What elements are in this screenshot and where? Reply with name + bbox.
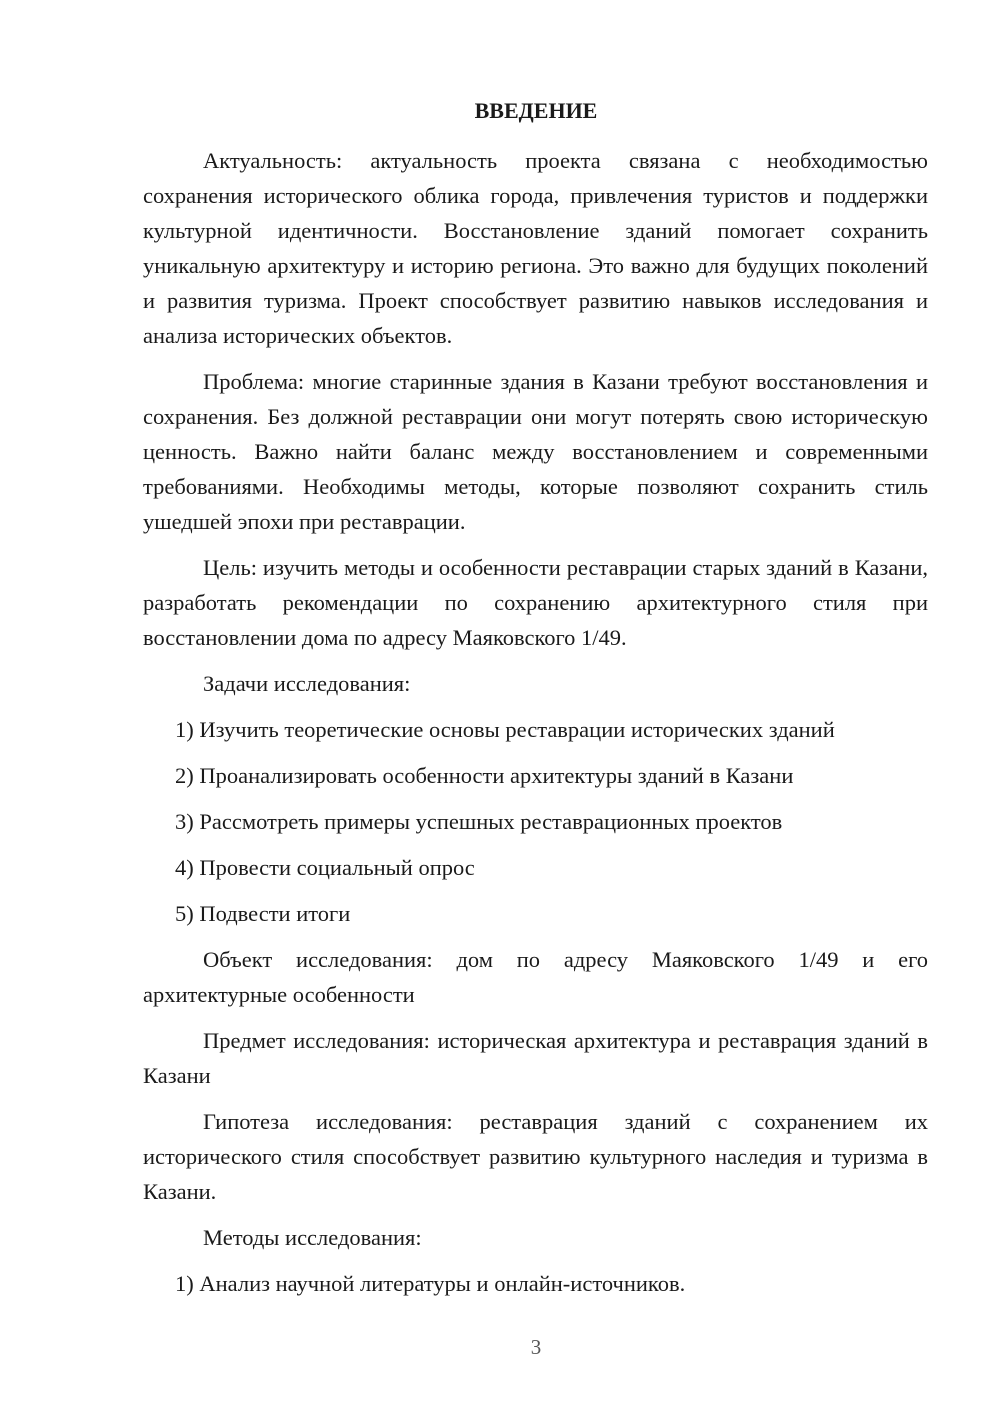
list-item: 4) Провести социальный опрос <box>175 855 475 880</box>
paragraph-relevance: Актуальность: актуальность проекта связана с необходимостью сохранения исторического облика города, привлечения туристов и поддержки культурной идентичности. Восстановление зданий помогает сохранить уникальную архитектуру и историю региона. Это важно для будущих поколений и развития туризма. Проект способствует развитию навыков исследования и анализа исторических объектов. <box>143 148 928 348</box>
methods-list <box>143 1266 928 1301</box>
paragraph-hypothesis: Гипотеза исследования: реставрация зданий с сохранением их исторического стиля способствует развитию культурного наследия и туризма в Казани. <box>143 1109 928 1204</box>
tasks-list <box>143 712 928 931</box>
list-item: 1) Изучить теоретические основы реставрации исторических зданий <box>175 717 835 742</box>
list-item: 5) Подвести итоги <box>175 901 351 926</box>
paragraph-object: Объект исследования: дом по адресу Маяковского 1/49 и его архитектурные особенности <box>143 947 928 1007</box>
page-number: 3 <box>530 1335 542 1359</box>
list-item: 2) Проанализировать особенности архитектуры зданий в Казани <box>175 763 794 788</box>
paragraph-subject: Предмет исследования: историческая архитектура и реставрация зданий в Казани <box>143 1028 928 1088</box>
list-item: 3) Рассмотреть примеры успешных реставрационных проектов <box>175 809 783 834</box>
tasks-heading: Задачи исследования: <box>203 671 411 696</box>
paragraph-problem: Проблема: многие старинные здания в Казани требуют восстановления и сохранения. Без должной реставрации они могут потерять свою историческую ценность. Важно найти баланс между восстановлением и современными требованиями. Необходимы методы, которые позволяют сохранить стиль ушедшей эпохи при реставрации. <box>143 369 928 534</box>
paragraph-goal: Цель: изучить методы и особенности реставрации старых зданий в Казани, разработать рекомендации по сохранению архитектурного стиля при восстановлении дома по адресу Маяковского 1/49. <box>143 555 928 650</box>
section-title: ВВЕДЕНИЕ <box>474 98 598 123</box>
list-item: 1) Анализ научной литературы и онлайн-источников. <box>175 1271 686 1296</box>
page-content <box>143 143 928 1312</box>
methods-heading: Методы исследования: <box>203 1225 422 1250</box>
